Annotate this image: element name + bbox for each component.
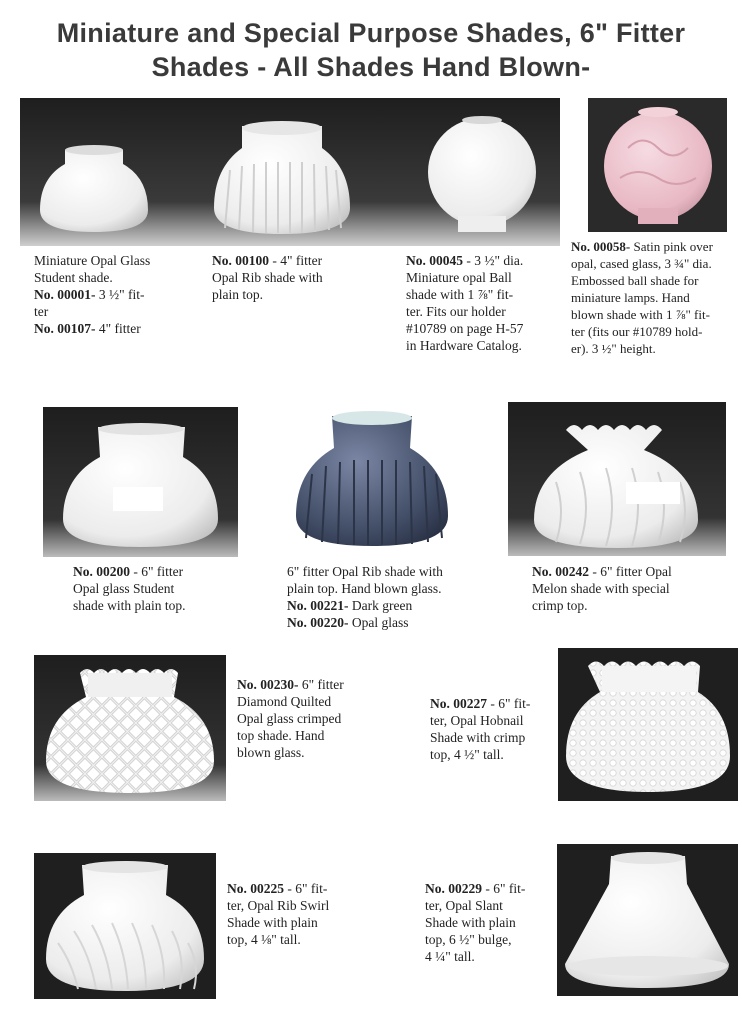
caption-line: top, 4 ½" tall. [430, 747, 504, 762]
caption-line: shade with 1 ⅞" fit- [406, 287, 514, 302]
caption-text: - 3 ½" dia. [463, 253, 524, 268]
item-number: No. 00100 [212, 253, 269, 268]
caption-text: 3 ½" fit- [95, 287, 145, 302]
caption-text: 6" fitter [298, 677, 344, 692]
photo-hobnail [558, 648, 738, 801]
page-title-line-1: Miniature and Special Purpose Shades, 6" Fitter [56, 18, 686, 48]
caption-rib-swirl [227, 880, 357, 948]
caption-text: Dark green [348, 598, 413, 613]
caption-line: ter, Opal Slant [425, 898, 503, 913]
caption-line: Diamond Quilted [237, 694, 332, 709]
caption-opal-rib-4 [212, 252, 382, 303]
caption-satin-pink [571, 238, 742, 357]
item-number: No. 00045 [406, 253, 463, 268]
caption-line: ter [34, 304, 49, 319]
caption-line: plain top. [212, 287, 263, 302]
caption-line: #10789 on page H-57 [406, 321, 524, 336]
photo-rib-swirl [34, 853, 216, 999]
caption-line: Shade with plain [425, 915, 516, 930]
caption-text: 4" fitter [95, 321, 141, 336]
photo-student-6 [43, 407, 238, 557]
caption-line: Opal glass Student [73, 581, 175, 596]
caption-hobnail [430, 695, 556, 763]
caption-line: blown glass. [237, 745, 305, 760]
caption-line: ter. Fits our holder [406, 304, 506, 319]
item-number: No. 00221- [287, 598, 349, 613]
caption-line: Opal glass crimped [237, 711, 342, 726]
caption-line: opal, cased glass, 3 ¾" dia. [571, 256, 712, 271]
caption-line: ter (fits our #10789 hold- [571, 324, 703, 339]
caption-rib-6 [287, 563, 477, 631]
photo-miniature-shades [20, 98, 560, 246]
caption-line: crimp top. [532, 598, 588, 613]
photo-slant-shade [557, 844, 738, 996]
photo-diamond-quilted [34, 655, 226, 801]
caption-line: miniature lamps. Hand [571, 290, 690, 305]
caption-text: Opal glass [348, 615, 409, 630]
caption-melon [532, 563, 722, 614]
caption-text: - 6" fit- [487, 696, 531, 711]
caption-line: 4 ¼" tall. [425, 949, 475, 964]
caption-line: 6" fitter Opal Rib shade with [287, 564, 443, 579]
caption-line: Shade with crimp [430, 730, 526, 745]
caption-line: er). 3 ½" height. [571, 341, 656, 356]
photo-melon-shade [508, 402, 726, 556]
caption-text: - 6" fitter Opal [589, 564, 672, 579]
caption-miniature-student [34, 252, 202, 337]
caption-line: Student shade. [34, 270, 113, 285]
caption-slant [425, 880, 549, 965]
caption-diamond-quilted [237, 676, 381, 761]
item-number: No. 00227 [430, 696, 487, 711]
caption-line: top shade. Hand [237, 728, 325, 743]
caption-line: ter, Opal Hobnail [430, 713, 524, 728]
photo-rib-dark-green [286, 408, 458, 548]
item-number: No. 00107- [34, 321, 96, 336]
caption-text: Satin pink over [630, 239, 713, 254]
caption-line: shade with plain top. [73, 598, 186, 613]
caption-line: in Hardware Catalog. [406, 338, 522, 353]
caption-text: - 6" fit- [482, 881, 526, 896]
caption-text: - 6" fit- [284, 881, 328, 896]
caption-line: Miniature Opal Glass [34, 253, 151, 268]
caption-line: top, 4 ⅛" tall. [227, 932, 301, 947]
caption-line: Melon shade with special [532, 581, 670, 596]
caption-line: blown shade with 1 ⅞" fit- [571, 307, 710, 322]
caption-student-6 [73, 563, 221, 614]
item-number: No. 00001- [34, 287, 96, 302]
item-number: No. 00200 [73, 564, 130, 579]
item-number: No. 00242 [532, 564, 589, 579]
page-title [0, 16, 742, 84]
caption-line: Shade with plain [227, 915, 318, 930]
item-number: No. 00058- [571, 239, 631, 254]
item-number: No. 00220- [287, 615, 349, 630]
caption-line: Embossed ball shade for [571, 273, 699, 288]
caption-line: ter, Opal Rib Swirl [227, 898, 330, 913]
caption-text: - 6" fitter [130, 564, 184, 579]
caption-line: top, 6 ½" bulge, [425, 932, 512, 947]
caption-text: - 4" fitter [269, 253, 323, 268]
page-title-line-2: Shades - All Shades Hand Blown- [151, 52, 591, 82]
item-number: No. 00230- [237, 677, 299, 692]
item-number: No. 00229 [425, 881, 482, 896]
caption-line: Miniature opal Ball [406, 270, 512, 285]
item-number: No. 00225 [227, 881, 284, 896]
caption-line: Opal Rib shade with [212, 270, 323, 285]
photo-satin-pink-shade [588, 98, 727, 232]
caption-opal-ball [406, 252, 566, 354]
caption-line: plain top. Hand blown glass. [287, 581, 442, 596]
